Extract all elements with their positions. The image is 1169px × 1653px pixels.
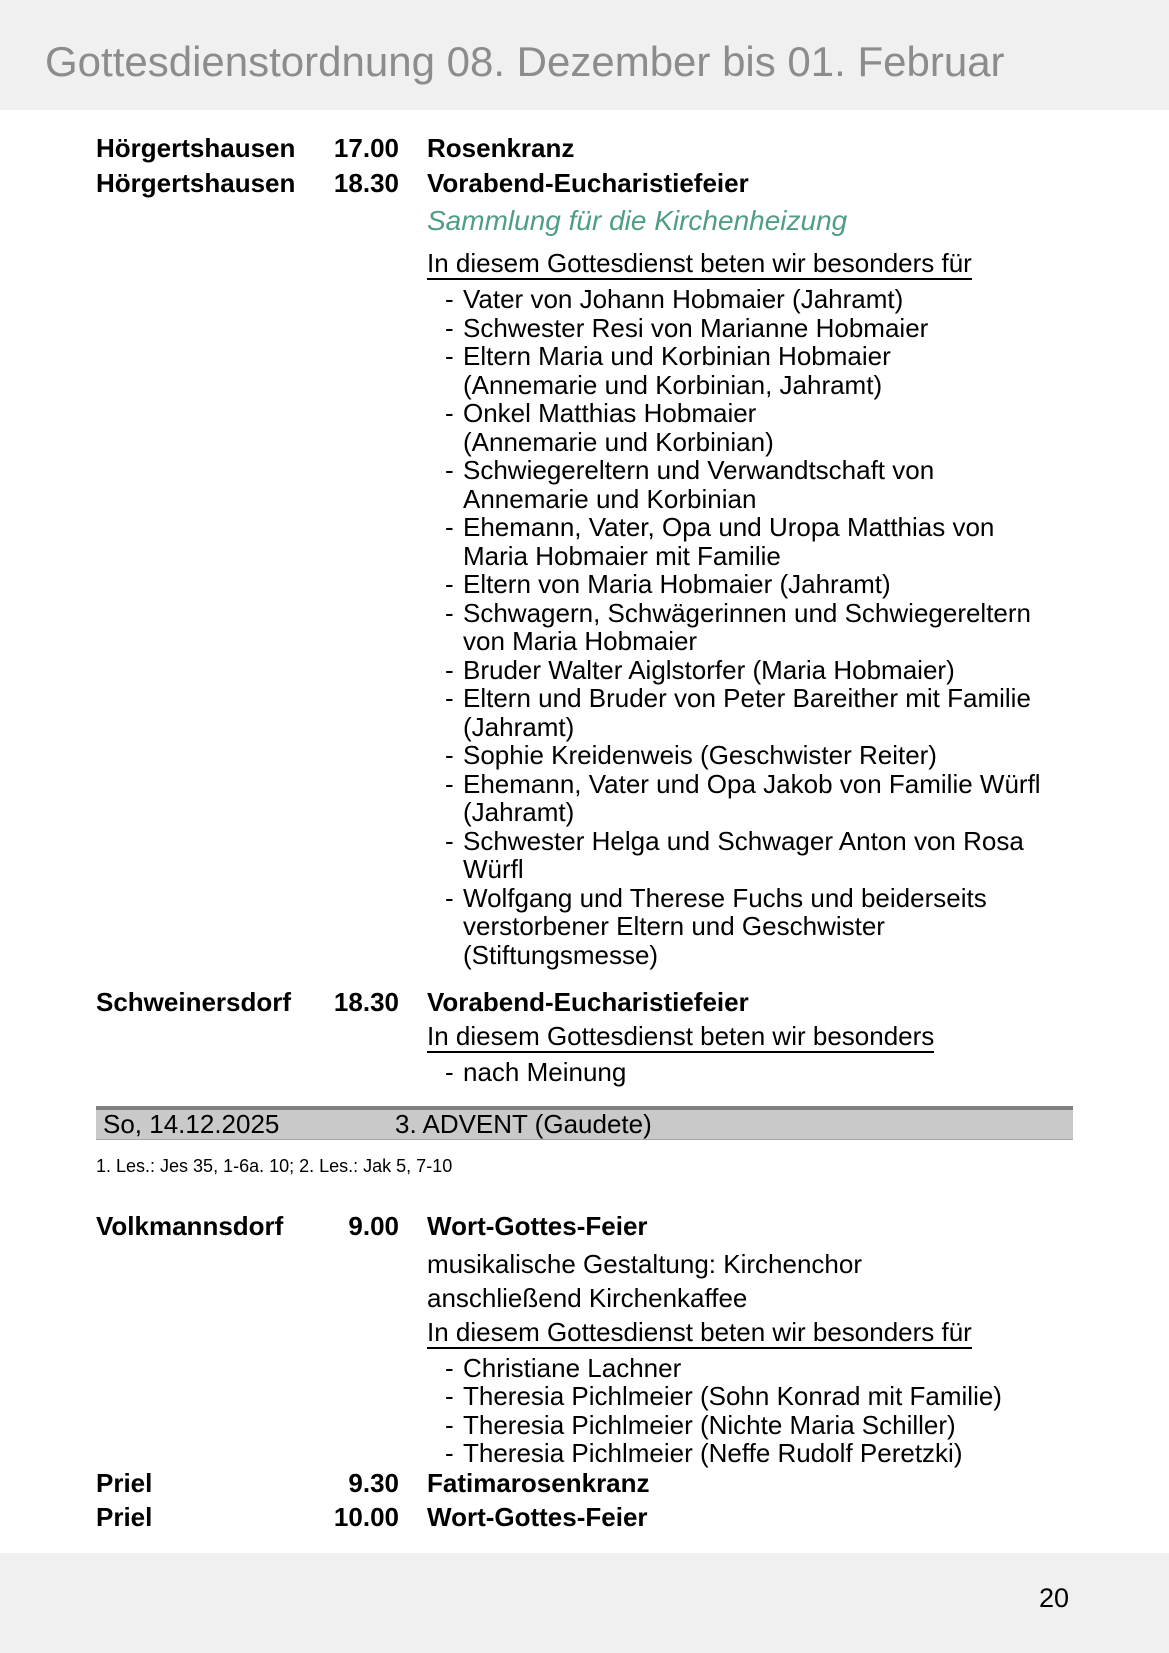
intention-line: (Jahramt)	[463, 797, 575, 827]
intention-line: - Eltern und Bruder von Peter Bareither mit Familie	[445, 683, 1031, 713]
event-time: 18.30	[333, 168, 399, 198]
page-footer	[0, 1553, 1169, 1653]
intention-line: (Stiftungsmesse)	[463, 939, 659, 970]
dash-bullet: -	[445, 398, 454, 428]
intentions-list	[427, 1058, 1073, 1087]
intention-line: - Wolfgang und Therese Fuchs und beiderseits	[445, 882, 987, 913]
dash-bullet: -	[445, 284, 454, 314]
event-service: Vorabend-Eucharistiefeier	[427, 987, 749, 1017]
intention-line: Annemarie und Korbinian	[463, 483, 757, 514]
dash-bullet: -	[445, 825, 454, 856]
event-service: Wort-Gottes-Feier	[427, 1210, 648, 1241]
day-name: 3. ADVENT (Gaudete)	[395, 1108, 652, 1139]
event-row	[96, 133, 1073, 163]
day-date: So, 14.12.2025	[103, 1108, 280, 1139]
intention-line: - Sophie Kreidenweis (Geschwister Reiter)	[445, 740, 937, 770]
event-location: Hörgertshausen	[96, 168, 296, 198]
dash-bullet: -	[445, 597, 454, 628]
intention-line: (Jahramt)	[463, 711, 575, 742]
dash-bullet: -	[445, 654, 454, 685]
intention-line: - Ehemann, Vater, Opa und Uropa Matthias von	[445, 512, 995, 542]
event-location: Volkmannsdorf	[96, 1210, 284, 1241]
event-location: Priel	[96, 1501, 153, 1532]
event-note: musikalische Gestaltung: Kirchenchor	[427, 1248, 862, 1279]
event-location: Priel	[96, 1467, 153, 1498]
page-number: 20	[1038, 1583, 1069, 1613]
intention-line: - Vater von Johann Hobmaier (Jahramt)	[445, 284, 904, 314]
intentions-heading-wrap	[427, 250, 1073, 280]
dash-bullet: -	[445, 740, 454, 770]
event-service: Fatimarosenkranz	[427, 1467, 650, 1498]
event-time: 9.30	[348, 1467, 399, 1498]
event-service: Wort-Gottes-Feier	[427, 1501, 648, 1532]
intention-line: Maria Hobmaier mit Familie	[463, 540, 781, 571]
event-row	[96, 168, 1073, 198]
intentions-list	[427, 1354, 1073, 1468]
event-time: 9.00	[348, 1210, 399, 1241]
dash-bullet: -	[445, 455, 454, 485]
intention-line: - Bruder Walter Aiglstorfer (Maria Hobmaier)	[445, 654, 955, 685]
dash-bullet: -	[445, 882, 454, 913]
page-header	[0, 0, 1169, 110]
readings-line: 1. Les.: Jes 35, 1-6a. 10; 2. Les.: Jak 5, 7-10	[96, 1155, 453, 1176]
day-header-bar	[96, 1106, 1073, 1140]
collection-note: Sammlung für die Kirchenheizung	[427, 205, 848, 236]
event-location: Hörgertshausen	[96, 133, 296, 163]
intentions-heading: In diesem Gottesdienst beten wir besonders für	[427, 1316, 972, 1347]
dash-bullet: -	[445, 1438, 454, 1468]
event-row	[96, 1468, 1073, 1498]
intentions-heading-wrap	[427, 1023, 1073, 1053]
intention-line: von Maria Hobmaier	[463, 626, 698, 656]
event-row	[96, 1502, 1073, 1532]
intention-line: - Theresia Pichlmeier (Sohn Konrad mit Familie)	[445, 1381, 1002, 1411]
event-row	[96, 987, 1073, 1017]
intentions-heading: In diesem Gottesdienst beten wir besonders für	[427, 248, 972, 278]
intention-line: (Annemarie und Korbinian, Jahramt)	[463, 369, 883, 400]
dash-bullet: -	[445, 312, 454, 343]
event-time: 18.30	[333, 987, 399, 1017]
intention-line: - Ehemann, Vater und Opa Jakob von Familie Würfl	[445, 768, 1041, 799]
dash-bullet: -	[445, 1381, 454, 1411]
intention-line: - Christiane Lachner	[445, 1352, 682, 1383]
event-note: anschließend Kirchenkaffee	[427, 1282, 748, 1313]
dash-bullet: -	[445, 683, 454, 713]
event-row	[96, 1211, 1073, 1241]
dash-bullet: -	[445, 1352, 454, 1383]
intention-line: - nach Meinung	[445, 1057, 627, 1087]
intention-line: Würfl	[463, 854, 524, 884]
intention-line: - Theresia Pichlmeier (Neffe Rudolf Peretzki)	[445, 1438, 963, 1468]
intention-line: - Eltern Maria und Korbinian Hobmaier	[445, 341, 891, 371]
intention-line: - Eltern von Maria Hobmaier (Jahramt)	[445, 569, 891, 599]
intention-line: - Schwiegereltern und Verwandtschaft von	[445, 455, 935, 485]
dash-bullet: -	[445, 341, 454, 371]
intention-line: - Schwester Helga und Schwager Anton von Rosa	[445, 825, 1024, 856]
schedule-content	[96, 110, 1073, 1532]
intentions-heading-wrap	[427, 1316, 1073, 1349]
dash-bullet: -	[445, 1409, 454, 1440]
intentions-list	[427, 285, 1073, 969]
dash-bullet: -	[445, 569, 454, 599]
intention-line: verstorbener Eltern und Geschwister	[463, 911, 885, 941]
event-service: Vorabend-Eucharistiefeier	[427, 168, 749, 198]
event-location: Schweinersdorf	[96, 987, 292, 1017]
intention-line: - Theresia Pichlmeier (Nichte Maria Schiller)	[445, 1409, 956, 1440]
dash-bullet: -	[445, 1057, 454, 1087]
page-title: Gottesdienstordnung 08. Dezember bis 01. Februar	[45, 38, 1005, 85]
intentions-heading: In diesem Gottesdienst beten wir besonders	[427, 1021, 935, 1051]
dash-bullet: -	[445, 512, 454, 542]
intention-line: - Onkel Matthias Hobmaier	[445, 398, 757, 428]
intention-line: - Schwagern, Schwägerinnen und Schwiegereltern	[445, 597, 1032, 628]
event-time: 17.00	[333, 133, 399, 163]
intention-line: - Schwester Resi von Marianne Hobmaier	[445, 312, 929, 343]
dash-bullet: -	[445, 768, 454, 799]
event-service: Rosenkranz	[427, 133, 575, 163]
event-time: 10.00	[333, 1501, 399, 1532]
intention-line: (Annemarie und Korbinian)	[463, 426, 774, 457]
